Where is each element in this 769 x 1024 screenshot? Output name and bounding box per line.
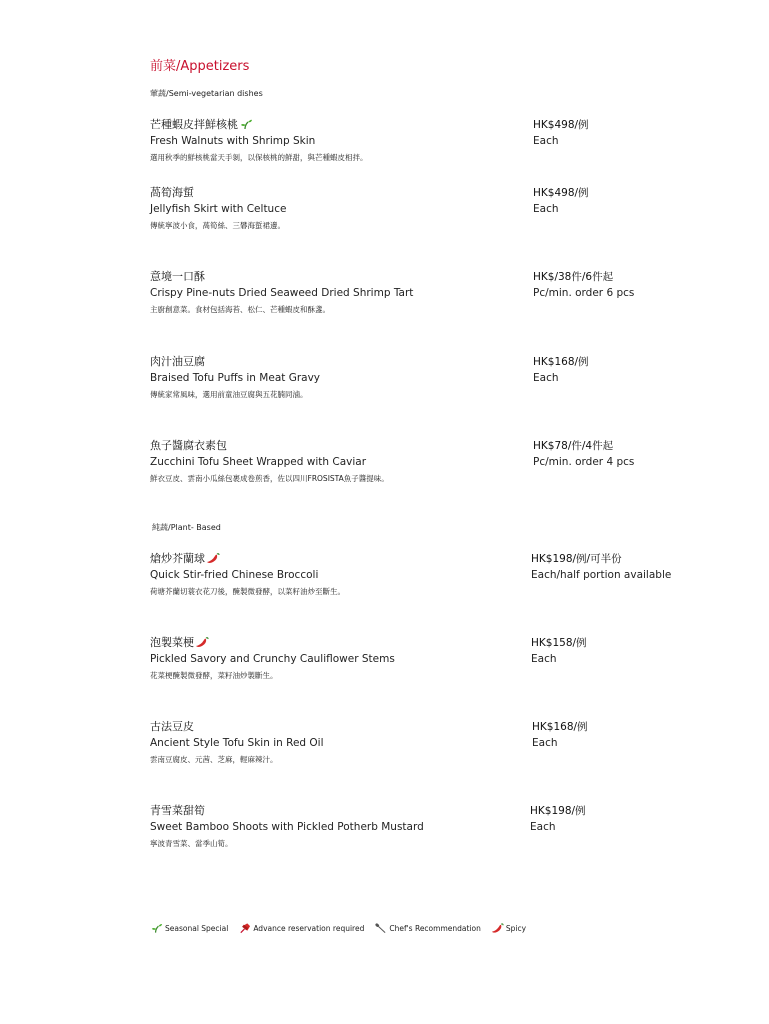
dish-price: HK$498/例	[533, 119, 589, 131]
spicy-chili-icon	[491, 922, 504, 934]
pin-icon	[238, 922, 251, 934]
legend-item-seasonal	[150, 922, 228, 934]
dish-unit: Each	[530, 821, 556, 833]
spoon-icon	[374, 922, 387, 934]
dish-unit: Each	[532, 737, 558, 749]
dish-name-cn: 青雪菜甜筍	[150, 804, 205, 817]
section-label-semi-vegetarian: 葷蔬/Semi-vegetarian dishes	[150, 89, 263, 98]
dish-description: 雲南豆腐皮、元茜、芝麻，輕麻辣汁。	[150, 755, 278, 764]
dish-description: 傳統寧波小食，萵筍絲、三礬海蜇裙邊。	[150, 221, 285, 230]
page-title: 前菜/Appetizers	[150, 59, 250, 74]
dish-name-cn: 魚子醬腐衣素包	[150, 439, 227, 452]
seasonal-sprout-icon	[150, 922, 163, 934]
dish-name-en: Pickled Savory and Crunchy Cauliflower Stems	[150, 653, 395, 665]
dish-price: HK$/38件/6件起	[533, 271, 614, 283]
spicy-chili-icon	[195, 636, 209, 651]
dish-description: 傳統家常風味，選用前童油豆腐與五花腩同滷。	[150, 390, 308, 399]
dish-name-cn: 熗炒芥蘭球	[150, 550, 220, 567]
legend-item-reservation	[238, 922, 364, 934]
dish-price: HK$158/例	[531, 637, 587, 649]
dish-name-cn: 泡製菜梗	[150, 634, 209, 651]
dish-name-cn: 意境一口酥	[150, 270, 205, 283]
dish-unit: Each	[533, 372, 559, 384]
dish-name-en: Zucchini Tofu Sheet Wrapped with Caviar	[150, 456, 367, 468]
dish-price: HK$168/例	[532, 721, 588, 733]
dish-unit: Each/half portion available	[531, 569, 672, 581]
dish-description: 寧波青雪菜、當季山筍。	[150, 839, 233, 848]
dish-unit: Each	[533, 135, 559, 147]
dish-unit: Each	[533, 203, 559, 215]
legend-label: Chef's Recommendation	[389, 923, 481, 933]
dish-description: 花菜梗醃製微發酵，菜籽油炒製斷生。	[150, 671, 278, 680]
dish-name-en: Braised Tofu Puffs in Meat Gravy	[150, 372, 321, 384]
legend-item-chef	[374, 922, 481, 934]
dish-name-en: Jellyfish Skirt with Celtuce	[150, 203, 287, 215]
dish-price: HK$498/例	[533, 187, 589, 199]
dish-name-en: Quick Stir-fried Chinese Broccoli	[150, 569, 319, 581]
dish-name-cn: 芒種蝦皮拌鮮核桃	[150, 116, 253, 133]
dish-name-cn: 萵筍海蜇	[150, 186, 194, 199]
dish-description: 荷塘芥蘭切蓑衣花刀後，醃製微發酵，以菜籽油炒至斷生。	[150, 587, 345, 596]
spicy-chili-icon	[206, 552, 220, 567]
dish-name-en: Fresh Walnuts with Shrimp Skin	[150, 135, 316, 147]
dish-name-en: Crispy Pine-nuts Dried Seaweed Dried Shrimp Tart	[150, 287, 414, 299]
dish-name-cn: 肉汁油豆腐	[150, 355, 205, 368]
dish-unit: Pc/min. order 4 pcs	[533, 456, 635, 468]
dish-description: 選用秋季的鮮核桃當天手剝，以保核桃的鮮甜，與芒種蝦皮相拌。	[150, 153, 368, 162]
dish-price: HK$168/例	[533, 356, 589, 368]
dish-price: HK$198/例/可半份	[531, 553, 622, 565]
legend-item-spicy	[491, 922, 526, 934]
dish-price: HK$78/件/4件起	[533, 440, 614, 452]
legend	[150, 922, 526, 934]
dish-unit: Each	[531, 653, 557, 665]
seasonal-sprout-icon	[239, 118, 253, 133]
dish-name-en: Sweet Bamboo Shoots with Pickled Potherb Mustard	[150, 821, 424, 833]
legend-label: Advance reservation required	[253, 923, 365, 933]
legend-label: Spicy	[505, 923, 527, 933]
dish-name-en: Ancient Style Tofu Skin in Red Oil	[150, 737, 324, 749]
legend-label: Seasonal Special	[165, 923, 229, 933]
dish-price: HK$198/例	[530, 805, 586, 817]
dish-unit: Pc/min. order 6 pcs	[533, 287, 635, 299]
dish-description: 鮮衣豆皮、雲南小瓜絲包裹成卷煎香，佐以四川FROSISTA魚子醬提味。	[150, 474, 389, 483]
dish-name-cn: 古法豆皮	[150, 720, 194, 733]
dish-description: 主廚創意菜。食材包括海苔、松仁、芒種蝦皮和酥盞。	[150, 305, 330, 314]
section-label-plant-based: 純蔬/Plant- Based	[152, 523, 221, 532]
